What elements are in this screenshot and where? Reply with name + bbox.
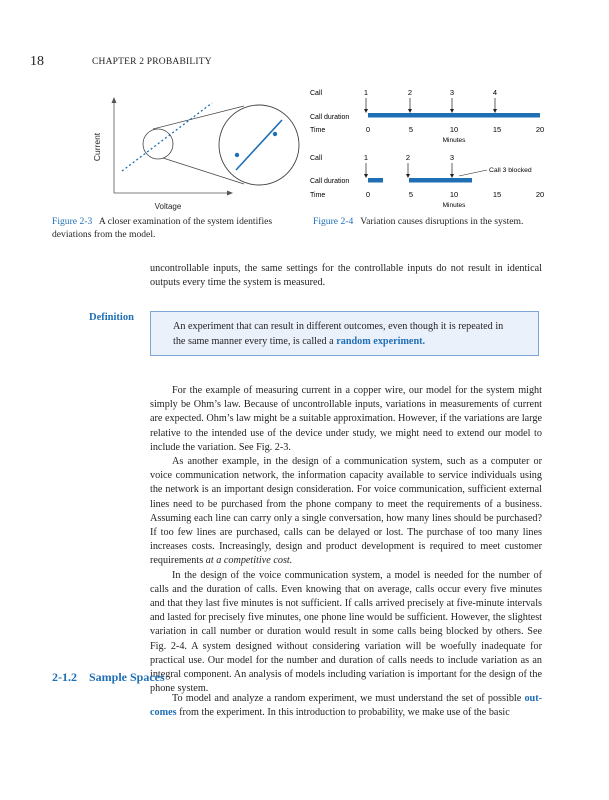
- section-number: 2-1.2: [52, 670, 77, 684]
- bottom-call-label: Call: [310, 155, 323, 162]
- figure-2-3-caption-label: Figure 2-3: [52, 216, 93, 227]
- paragraph: [150, 455, 542, 569]
- bottom-duration-bar: [368, 178, 383, 183]
- term-outcomes: out-comes: [150, 693, 542, 719]
- top-time-label: Time: [310, 127, 326, 134]
- figure-2-4-caption-label: Figure 2-4: [313, 216, 354, 227]
- zoom-circle-small: [143, 129, 173, 159]
- x-axis-label: Voltage: [154, 202, 182, 211]
- definition-label: Definition: [89, 312, 134, 323]
- figure-2-4-caption-text: Variation causes disruptions in the system.: [360, 216, 524, 227]
- top-tick-label: 0: [365, 125, 371, 134]
- final-paragraph: [150, 692, 542, 720]
- magnified-model-line: [236, 120, 282, 170]
- top-call-label: Call: [310, 90, 323, 97]
- bottom-call-number: 1: [363, 153, 369, 162]
- bottom-axis-title: Minutes: [442, 202, 466, 209]
- paragraph: For the example of measuring current in a copper wire, our model for the system might simply be Ohm’s law. Because of uncontrollable inputs, variations in measurements of current are expected. Ohm’s law might be a suitable approximation. However, if the variations are large relative to the intended use of the device under study, we might need to extend our model to include the variation. See Fig. 2-3.: [150, 385, 542, 453]
- bottom-tick-label: 5: [408, 190, 414, 199]
- definition-box: [150, 311, 539, 356]
- page-number: 18: [30, 54, 44, 69]
- top-call-number: 2: [407, 88, 413, 97]
- intro-text: uncontrollable inputs, the same settings for the controllable inputs do not result in identical outputs every time the system is measured.: [150, 263, 542, 289]
- paragraph-text: As another example, in the design of a communication system, such as a computer or voice communication network, the information capacity available to service individuals using the network is an important design consideration. For voice communication, sufficient external lines need to be purchased from the phone company to meet the requirements of a business. Assuming each line can carry only a single conversation, how many lines should be purchased? If too few lines are purchased, calls can be delayed or lost. The purchase of too many lines increases costs. Increasingly, design and product development is required to meet customer requirements: [150, 456, 542, 567]
- data-point: [273, 132, 277, 136]
- paragraph: In the design of the voice communication system, a model is needed for the number of calls and the duration of calls. Even knowing that on average, calls occur every five minutes and that they last five minutes is not sufficient. If calls arrived precisely at five-minute intervals and lasted for precisely five minutes, one phone line would be sufficient. However, the slightest variation in call number or duration would result in some calls being blocked by others. See Fig. 2-4. A system designed without considering variation will be woefully inadequate for practical use. Our model for the number and duration of calls needs to include variation as an integral component. An analysis of models including variation is important for the design of the phone system.: [150, 569, 542, 695]
- bottom-tick-label: 10: [449, 190, 459, 199]
- figure-2-3-caption: [52, 215, 288, 241]
- top-tick-label: 15: [492, 125, 502, 134]
- body-text: [150, 384, 542, 696]
- zoom-tangent-bottom: [163, 158, 244, 184]
- top-duration-label: Call duration: [310, 114, 350, 121]
- paragraph: [150, 692, 542, 720]
- model-line: [122, 103, 212, 171]
- y-axis-arrow: [112, 97, 117, 103]
- bottom-duration-bar: [409, 178, 472, 183]
- top-tick-label: 10: [449, 125, 459, 134]
- bottom-tick-label: 0: [365, 190, 371, 199]
- bottom-tick-label: 20: [535, 190, 545, 199]
- figure-2-4-caption: [313, 215, 563, 228]
- section-title: Sample Spaces: [89, 670, 165, 684]
- bottom-time-label: Time: [310, 192, 326, 199]
- top-tick-label: 20: [535, 125, 545, 134]
- bottom-duration-label: Call duration: [310, 178, 350, 185]
- figure-2-4: [310, 84, 560, 214]
- definition-term: random experiment.: [336, 335, 426, 347]
- x-axis-arrow: [227, 191, 233, 196]
- top-call-number: 3: [449, 88, 455, 97]
- chapter-title: CHAPTER 2 PROBABILITY: [92, 57, 212, 67]
- figure-2-3-caption-text: A closer examination of the system identifies deviations from the model.: [52, 216, 273, 240]
- data-point: [235, 153, 239, 157]
- top-duration-bar: [368, 113, 540, 118]
- paragraph-text: from the experiment. In this introduction to probability, we make use of the basic: [176, 707, 510, 719]
- bottom-tick-label: 15: [492, 190, 502, 199]
- paragraph-emphasis: at a competitive cost.: [205, 555, 293, 567]
- paragraph-text: To model and analyze a random experiment, we must understand the set of possible: [172, 693, 525, 704]
- bottom-call-number: 2: [405, 153, 411, 162]
- intro-paragraph: [150, 262, 542, 290]
- section-heading: [52, 670, 165, 685]
- bottom-call-number: 3: [449, 153, 455, 162]
- blocked-annotation: Call 3 blocked: [489, 167, 532, 174]
- figure-2-3: [84, 85, 314, 215]
- y-axis-label: Current: [92, 132, 102, 162]
- blocked-pointer: [459, 170, 487, 176]
- definition-text: An experiment that can result in different outcomes, even though it is repeated in the same manner every time, is called a: [173, 321, 504, 347]
- top-axis-title: Minutes: [442, 137, 466, 144]
- top-call-number: 1: [363, 88, 369, 97]
- top-call-number: 4: [492, 88, 498, 97]
- top-tick-label: 5: [408, 125, 414, 134]
